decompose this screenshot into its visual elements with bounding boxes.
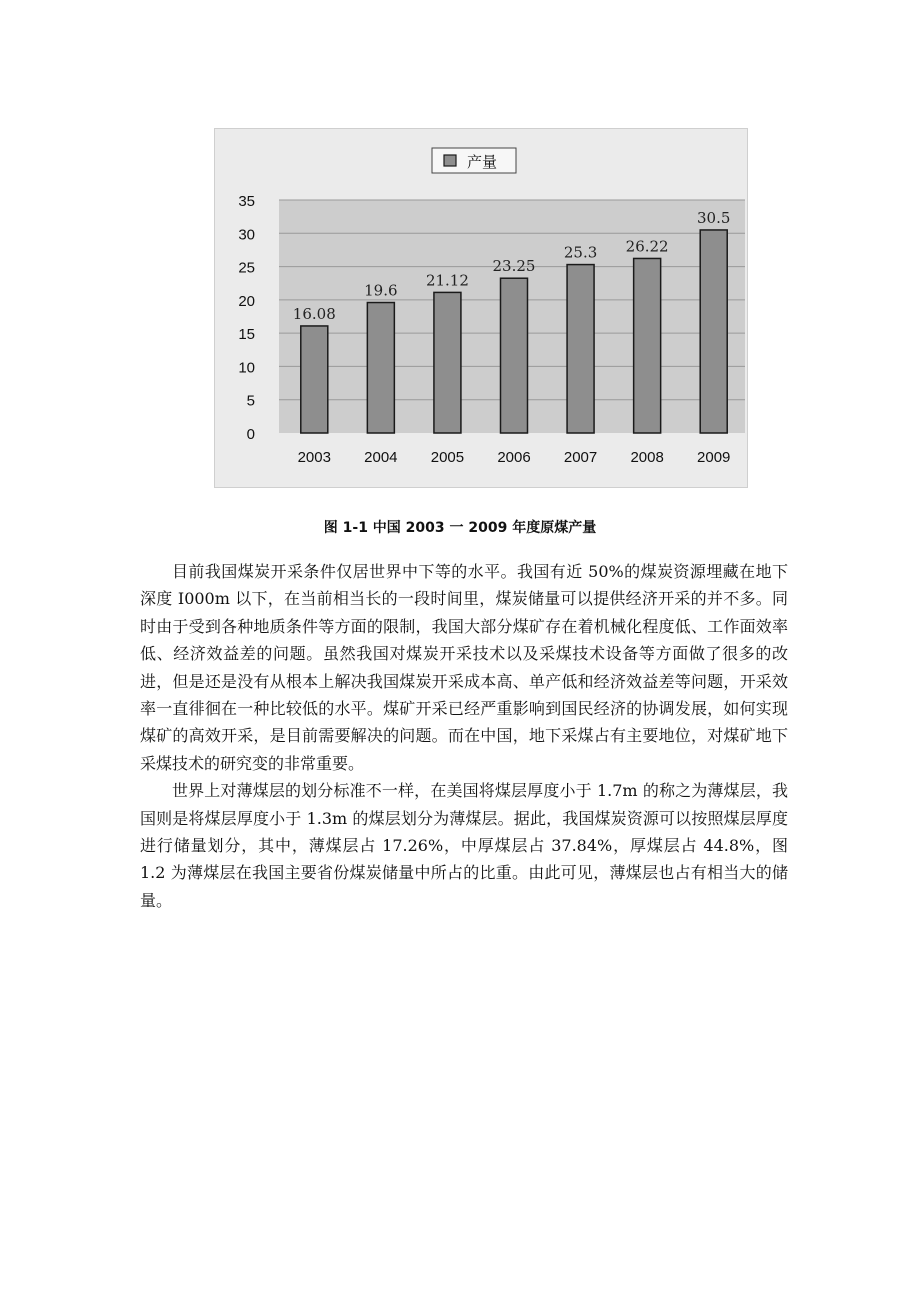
y-tick-label: 0: [246, 426, 255, 443]
y-tick-label: 35: [238, 193, 255, 210]
legend-swatch: [444, 155, 456, 166]
body-text: [140, 558, 788, 914]
x-tick-label: 2007: [563, 449, 598, 466]
x-tick-label: 2003: [297, 449, 331, 466]
x-tick-label: 2004: [364, 449, 398, 466]
bar-2004: [367, 303, 394, 433]
bar-2003: [301, 326, 328, 433]
figure-caption: 图 1-1 中国 2003 一 2009 年度原煤产量: [323, 520, 597, 536]
y-tick-label: 10: [238, 359, 255, 377]
y-tick-label: 15: [238, 326, 255, 344]
legend-label: 产量: [467, 153, 498, 171]
data-label-2008: 26.22: [625, 237, 669, 256]
bar-chart: [215, 129, 747, 487]
data-label-2009: 30.5: [697, 208, 731, 227]
chart-figure: [214, 128, 748, 488]
bar-2007: [567, 265, 594, 433]
data-label-2007: 25.3: [563, 243, 598, 262]
bar-2008: [634, 258, 661, 433]
x-tick-label: 2005: [430, 449, 465, 466]
bar-2009: [700, 230, 727, 433]
paragraph-2: 世界上对薄煤层的划分标准不一样，在美国将煤层厚度小于 1.7m 的称之为薄煤层，我国则是将煤层厚度小于 1.3m 的煤层划分为薄煤层。据此，我国煤炭资源可以按照煤层厚度进行储量划分，其中，薄煤层占 17.26%，中厚煤层占 37.84%，厚煤层占 44.8%，图 1.2 为薄煤层在我国主要省份煤炭储量中所占的比重。由此可见，薄煤层也占有相当大的储量。: [140, 781, 788, 910]
x-tick-label: 2009: [697, 449, 731, 466]
y-tick-label: 25: [238, 259, 255, 277]
data-label-2003: 16.08: [292, 304, 336, 323]
x-tick-label: 2006: [497, 449, 531, 466]
y-tick-label: 30: [238, 226, 255, 244]
data-label-2005: 21.12: [425, 271, 469, 290]
x-tick-label: 2008: [630, 449, 664, 466]
y-tick-label: 20: [238, 292, 255, 310]
bar-2005: [434, 292, 461, 433]
bar-2006: [501, 278, 528, 433]
data-label-2004: 19.6: [364, 281, 398, 300]
data-label-2006: 23.25: [492, 257, 536, 276]
paragraph-1: 目前我国煤炭开采条件仅居世界中下等的水平。我国有近 50%的煤炭资源埋藏在地下深度 I000m 以下，在当前相当长的一段时间里，煤炭储量可以提供经济开采的并不多。同时由于受到各种地质条件等方面的限制，我国大部分煤矿存在着机械化程度低、工作面效率低、经济效益差的问题。虽然我国对煤炭开采技术以及采煤技术设备等方面做了很多的改进，但是还是没有从根本上解决我国煤炭开采成本高、单产低和经济效益差等问题，开采效率一直徘徊在一种比较低的水平。煤矿开采已经严重影响到国民经济的协调发展，如何实现煤矿的高效开采，是目前需要解决的问题。而在中国，地下采煤占有主要地位，对煤矿地下采煤技术的研究变的非常重要。: [140, 562, 788, 773]
y-tick-label: 5: [246, 392, 255, 410]
